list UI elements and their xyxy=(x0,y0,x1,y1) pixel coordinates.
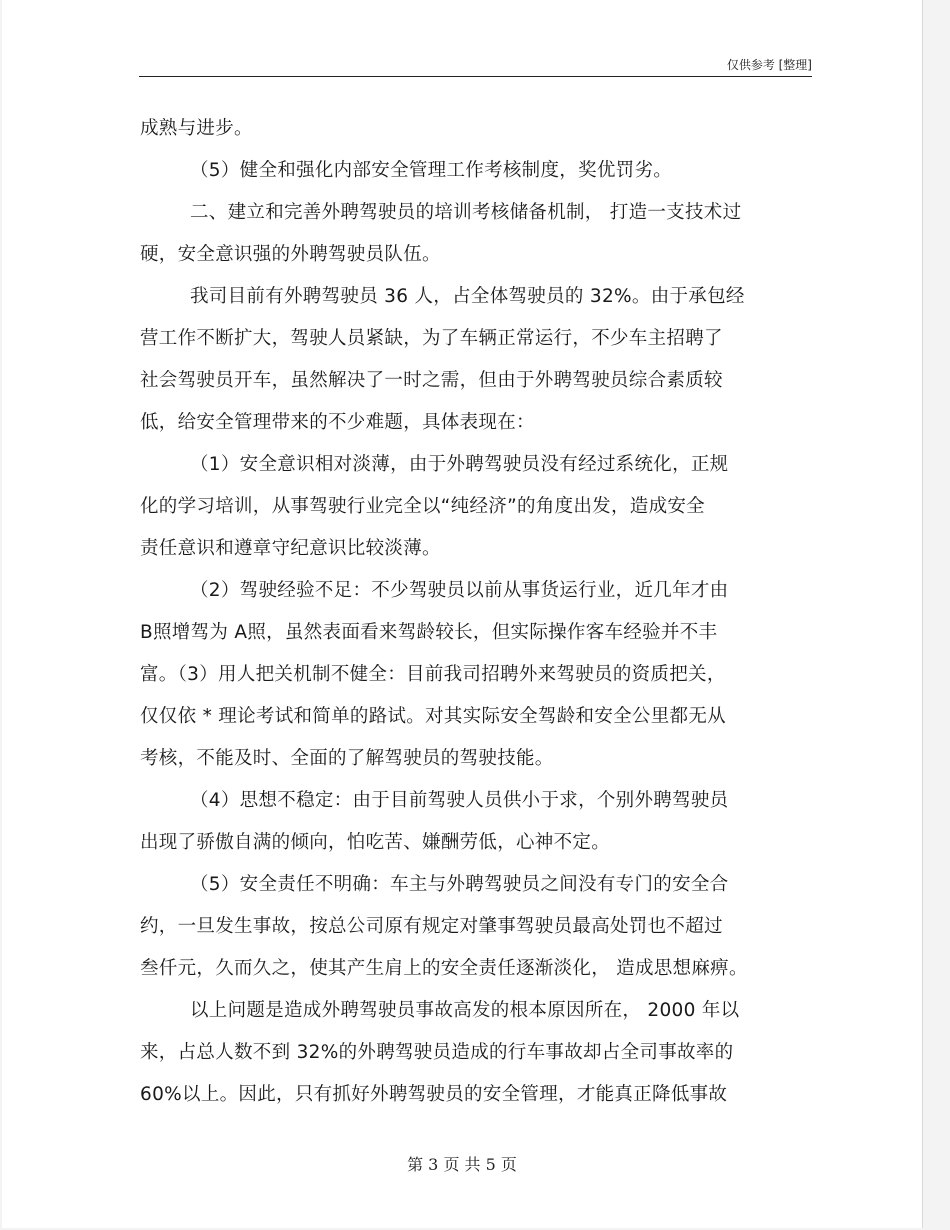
body-line: 以上问题是造成外聘驾驶员事故高发的根本原因所在， 2000 年以 xyxy=(190,1000,740,1021)
body-line: （5）安全责任不明确：车主与外聘驾驶员之间没有专门的安全合 xyxy=(190,874,729,895)
page-number-footer: 第 3 页 共 5 页 xyxy=(407,1155,517,1174)
body-line: 二、建立和完善外聘驾驶员的培训考核储备机制， 打造一支技术过 xyxy=(190,202,742,223)
body-line: 仅仅依 * 理论考试和简单的路试。对其实际安全驾龄和安全公里都无从 xyxy=(140,706,726,727)
body-line: （5）健全和强化内部安全管理工作考核制度，奖优罚劣。 xyxy=(190,160,673,181)
document-page xyxy=(2,0,922,1228)
body-line: 化的学习培训，从事驾驶行业完全以“纯经济”的角度出发，造成安全 xyxy=(140,496,705,517)
body-line: 营工作不断扩大，驾驶人员紧缺，为了车辆正常运行，不少车主招聘了 xyxy=(140,328,723,349)
body-line: （1）安全意识相对淡薄，由于外聘驾驶员没有经过系统化，正规 xyxy=(190,454,729,475)
body-line: 叁仟元，久而久之，使其产生肩上的安全责任逐渐淡化， 造成思想麻痹。 xyxy=(140,958,748,979)
body-line: 低，给安全管理带来的不少难题，具体表现在： xyxy=(140,412,535,433)
body-line: （4）思想不稳定：由于目前驾驶人员供小于求，个别外聘驾驶员 xyxy=(190,790,729,811)
body-line: B照增驾为 A照，虽然表面看来驾龄较长，但实际操作客车经验并不丰 xyxy=(140,622,718,643)
body-line: 富。（3）用人把关机制不健全：目前我司招聘外来驾驶员的资质把关， xyxy=(140,664,726,685)
body-line: 60%以上。因此，只有抓好外聘驾驶员的安全管理，才能真正降低事故 xyxy=(140,1084,728,1105)
body-line: 硬，安全意识强的外聘驾驶员队伍。 xyxy=(140,244,441,265)
header-rule xyxy=(139,76,812,77)
body-line: 考核，不能及时、全面的了解驾驶员的驾驶技能。 xyxy=(140,748,554,769)
body-line: 成熟与进步。 xyxy=(140,118,253,139)
header-label: 仅供参考 [整理] xyxy=(726,58,812,72)
body-line: 出现了骄傲自满的倾向，怕吃苦、嫌酬劳低，心神不定。 xyxy=(140,832,611,853)
body-line: 约，一旦发生事故，按总公司原有规定对肇事驾驶员最高处罚也不超过 xyxy=(140,916,723,937)
body-line: 责任意识和遵章守纪意识比较淡薄。 xyxy=(140,538,441,559)
body-line: 社会驾驶员开车，虽然解决了一时之需，但由于外聘驾驶员综合素质较 xyxy=(140,370,723,391)
body-text xyxy=(140,108,820,1116)
body-line: 来，占总人数不到 32%的外聘驾驶员造成的行车事故却占全司事故率的 xyxy=(140,1042,734,1063)
body-line: （2）驾驶经验不足：不少驾驶员以前从事货运行业，近几年才由 xyxy=(190,580,729,601)
body-line: 我司目前有外聘驾驶员 36 人，占全体驾驶员的 32%。由于承包经 xyxy=(190,286,745,307)
